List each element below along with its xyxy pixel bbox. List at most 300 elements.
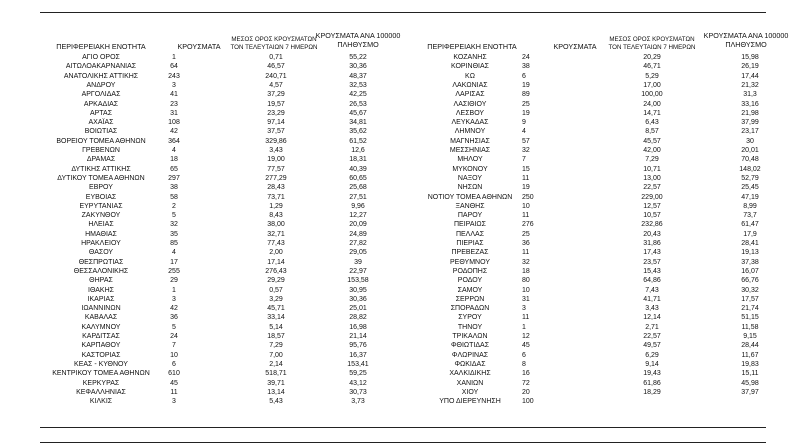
avg7-cell: 7,29 <box>645 156 659 164</box>
per100k-cell: 30,36 <box>349 63 367 71</box>
region-cell: ΗΛΕΙΑΣ <box>88 221 114 229</box>
table-row <box>402 239 802 248</box>
cases-cell: 3 <box>522 305 526 313</box>
header-cases: ΚΡΟΥΣΜΑΤΑ <box>177 42 221 51</box>
avg7-cell: 6,29 <box>645 351 659 359</box>
avg7-cell: 13,14 <box>267 388 285 396</box>
per100k-cell: 25,01 <box>349 305 367 313</box>
region-cell: ΚΑΡΔΙΤΣΑΣ <box>82 333 120 340</box>
avg7-cell: 5,29 <box>645 72 659 80</box>
table-row <box>36 360 402 369</box>
table-row <box>402 183 802 192</box>
cases-cell: 255 <box>168 267 180 275</box>
per100k-cell: 30,95 <box>349 286 367 294</box>
region-cell: ΦΩΚΙΔΑΣ <box>454 360 486 368</box>
region-cell: ΜΕΣΣΗΝΙΑΣ <box>449 147 491 154</box>
header-region: ΠΕΡΙΦΕΡΕΙΑΚΗ ΕΝΟΤΗΤΑ <box>56 42 146 51</box>
region-cell: ΧΑΝΙΩΝ <box>456 379 484 387</box>
region-cell: ΗΡΑΚΛΕΙΟΥ <box>81 240 121 247</box>
table-row <box>36 351 402 360</box>
cases-cell: 89 <box>522 91 530 99</box>
table-row <box>36 295 402 304</box>
table-row <box>402 397 802 406</box>
region-cell: ΚΩ <box>465 72 475 80</box>
header-per100k: ΚΡΟΥΣΜΑΤΑ ΑΝΑ 100000 ΠΛΗΘΥΣΜΟ <box>703 31 789 49</box>
avg7-cell: 7,00 <box>269 351 283 359</box>
cases-cell: 32 <box>522 147 530 154</box>
cases-cell: 3 <box>172 81 176 89</box>
per100k-cell: 29,05 <box>349 249 367 257</box>
region-cell: ΜΥΚΟΝΟΥ <box>452 165 488 173</box>
region-cell: ΛΑΚΩΝΙΑΣ <box>452 81 488 89</box>
region-cell: ΖΑΚΥΝΘΟΥ <box>81 212 121 220</box>
per100k-cell: 20,01 <box>741 147 759 154</box>
region-cell: ΤΡΙΚΑΛΩΝ <box>452 333 488 340</box>
per100k-cell: 40,39 <box>349 165 367 173</box>
table-row <box>36 230 402 239</box>
region-cell: ΕΥΒΟΙΑΣ <box>85 193 117 201</box>
bottom-rule <box>40 427 766 428</box>
avg7-cell: 77,57 <box>267 165 285 173</box>
region-cell: ΑΙΤΩΛΟΑΚΑΡΝΑΝΙΑΣ <box>65 63 137 71</box>
avg7-cell: 9,14 <box>645 360 659 368</box>
per100k-cell: 28,82 <box>349 314 367 322</box>
avg7-cell: 2,00 <box>269 249 283 257</box>
per100k-cell: 25,45 <box>741 184 759 192</box>
avg7-cell: 20,29 <box>643 54 661 61</box>
header-avg7: ΜΕΣΟΣ ΟΡΟΣ ΚΡΟΥΣΜΑΤΩΝ ΤΟΝ ΤΕΛΕΥΤΑΙΩΝ 7 ΗΜΕΡΩΝ <box>230 36 318 51</box>
table-row <box>402 313 802 322</box>
table-row <box>402 109 802 118</box>
avg7-cell: 97,14 <box>267 119 285 127</box>
cases-cell: 36 <box>522 240 530 247</box>
region-cell: ΑΓΙΟ ΟΡΟΣ <box>82 54 120 61</box>
region-cell: ΔΥΤΙΚΟΥ ΤΟΜΕΑ ΑΘΗΝΩΝ <box>57 174 145 182</box>
cases-cell: 24 <box>522 54 530 61</box>
table-row <box>36 174 402 183</box>
cases-cell: 19 <box>522 109 530 117</box>
region-cell: ΝΗΣΩΝ <box>457 184 483 192</box>
table-row <box>36 239 402 248</box>
cases-cell: 4 <box>172 249 176 257</box>
per100k-cell: 30,32 <box>741 286 759 294</box>
per100k-cell: 11,58 <box>741 323 759 331</box>
per100k-cell: 37,38 <box>741 258 759 266</box>
per100k-cell: 17,9 <box>743 230 757 238</box>
region-cell: ΣΥΡΟΥ <box>458 314 482 322</box>
avg7-cell: 8,57 <box>645 128 659 136</box>
avg7-cell: 39,71 <box>267 379 285 387</box>
table-row <box>36 127 402 136</box>
avg7-cell: 6,43 <box>645 119 659 127</box>
cases-cell: 15 <box>522 165 530 173</box>
table-row <box>36 202 402 211</box>
table-row <box>36 211 402 220</box>
per100k-cell: 9,15 <box>743 333 757 340</box>
cases-cell: 32 <box>522 258 530 266</box>
table-row <box>36 165 402 174</box>
region-cell: ΔΡΑΜΑΣ <box>86 156 116 164</box>
cases-cell: 42 <box>170 128 178 136</box>
per100k-cell: 3,73 <box>351 398 365 406</box>
table-row <box>402 53 802 62</box>
avg7-cell: 5,14 <box>269 323 283 331</box>
table-row <box>36 276 402 285</box>
cases-cell: 35 <box>170 230 178 238</box>
per100k-cell: 30,73 <box>349 388 367 396</box>
per100k-cell: 23,17 <box>741 128 759 136</box>
table-row <box>402 127 802 136</box>
table-row <box>402 351 802 360</box>
per100k-cell: 12,27 <box>349 212 367 220</box>
avg7-cell: 61,86 <box>643 379 661 387</box>
per100k-cell: 25,68 <box>349 184 367 192</box>
per100k-cell: 21,74 <box>741 305 759 313</box>
table-row <box>402 146 802 155</box>
per100k-cell: 55,22 <box>349 54 367 61</box>
region-cell: ΗΜΑΘΙΑΣ <box>85 230 117 238</box>
avg7-cell: 46,57 <box>267 63 285 71</box>
region-cell: ΙΩΑΝΝΙΝΩΝ <box>81 305 121 313</box>
table-row <box>402 62 802 71</box>
per100k-cell: 59,25 <box>349 370 367 378</box>
avg7-cell: 32,71 <box>267 230 285 238</box>
per100k-cell: 32,53 <box>349 81 367 89</box>
per100k-cell: 42,25 <box>349 91 367 99</box>
avg7-cell: 22,57 <box>643 184 661 192</box>
table-row <box>36 397 402 406</box>
region-cell: ΚΕΝΤΡΙΚΟΥ ΤΟΜΕΑ ΑΘΗΝΩΝ <box>52 370 150 378</box>
cases-cell: 6 <box>522 72 526 80</box>
per100k-cell: 70,48 <box>741 156 759 164</box>
per100k-cell: 16,98 <box>349 323 367 331</box>
region-cell: ΑΡΚΑΔΙΑΣ <box>83 100 119 108</box>
avg7-cell: 4,57 <box>269 81 283 89</box>
region-cell: ΝΟΤΙΟΥ ΤΟΜΕΑ ΑΘΗΝΩΝ <box>427 193 513 201</box>
cases-cell: 32 <box>170 221 178 229</box>
cases-cell: 11 <box>522 212 530 220</box>
cases-cell: 2 <box>172 202 176 210</box>
avg7-cell: 518,71 <box>265 370 287 378</box>
cases-cell: 17 <box>170 258 178 266</box>
per100k-cell: 11,67 <box>741 351 759 359</box>
cases-cell: 297 <box>168 174 180 182</box>
cases-cell: 243 <box>168 72 180 80</box>
cases-cell: 4 <box>522 128 526 136</box>
per100k-cell: 66,76 <box>741 277 759 285</box>
avg7-cell: 64,86 <box>643 277 661 285</box>
avg7-cell: 3,43 <box>645 305 659 313</box>
cases-cell: 1 <box>172 286 176 294</box>
region-cell: ΘΕΣΣΑΛΟΝΙΚΗΣ <box>73 267 129 275</box>
cases-cell: 108 <box>168 119 180 127</box>
table-row <box>36 183 402 192</box>
cases-cell: 1 <box>172 54 176 61</box>
cases-cell: 11 <box>522 249 530 257</box>
table-row <box>402 248 802 257</box>
region-cell: ΦΘΙΩΤΙΔΑΣ <box>450 342 490 350</box>
table-row <box>36 267 402 276</box>
per100k-cell: 21,98 <box>741 109 759 117</box>
cases-cell: 45 <box>522 342 530 350</box>
per100k-cell: 22,97 <box>349 267 367 275</box>
per100k-cell: 26,19 <box>741 63 759 71</box>
cases-cell: 610 <box>168 370 180 378</box>
table-row <box>36 72 402 81</box>
cases-cell: 7 <box>172 342 176 350</box>
region-cell: ΘΗΡΑΣ <box>89 277 113 285</box>
avg7-cell: 7,29 <box>269 342 283 350</box>
cases-cell: 38 <box>170 184 178 192</box>
table-row <box>402 193 802 202</box>
per100k-cell: 43,12 <box>349 379 367 387</box>
region-cell: ΙΚΑΡΙΑΣ <box>87 295 115 303</box>
table-row <box>36 90 402 99</box>
avg7-cell: 3,43 <box>269 147 283 154</box>
table-row <box>402 323 802 332</box>
top-rule <box>40 12 766 13</box>
avg7-cell: 10,71 <box>643 165 661 173</box>
cases-cell: 8 <box>522 360 526 368</box>
avg7-cell: 77,43 <box>267 240 285 247</box>
table-row <box>402 267 802 276</box>
region-cell: ΠΕΙΡΑΙΩΣ <box>454 221 486 229</box>
table-row <box>402 230 802 239</box>
per100k-cell: 45,67 <box>349 109 367 117</box>
avg7-cell: 17,14 <box>267 258 285 266</box>
cases-cell: 10 <box>170 351 178 359</box>
table-row <box>36 379 402 388</box>
region-cell: ΧΙΟΥ <box>461 388 479 396</box>
table-row <box>36 193 402 202</box>
per100k-cell: 21,14 <box>349 333 367 340</box>
avg7-cell: 73,71 <box>267 193 285 201</box>
region-cell: ΚΕΡΚΥΡΑΣ <box>82 379 120 387</box>
table-row <box>36 323 402 332</box>
cases-cell: 6 <box>172 360 176 368</box>
header-cases: ΚΡΟΥΣΜΑΤΑ <box>553 42 597 51</box>
avg7-cell: 7,43 <box>645 286 659 294</box>
cases-cell: 36 <box>170 314 178 322</box>
avg7-cell: 33,14 <box>267 314 285 322</box>
per100k-cell: 45,98 <box>741 379 759 387</box>
region-cell: ΔΥΤΙΚΗΣ ΑΤΤΙΚΗΣ <box>71 165 131 173</box>
per100k-cell: 21,32 <box>741 81 759 89</box>
avg7-cell: 41,71 <box>643 295 661 303</box>
region-cell: ΚΙΛΚΙΣ <box>89 398 113 406</box>
avg7-cell: 37,29 <box>267 91 285 99</box>
avg7-cell: 0,71 <box>269 54 283 61</box>
region-cell: ΘΕΣΠΡΩΤΙΑΣ <box>78 258 124 266</box>
per100k-cell: 18,31 <box>349 156 367 164</box>
per100k-cell: 19,13 <box>741 249 759 257</box>
table-row <box>402 220 802 229</box>
per100k-cell: 37,97 <box>741 388 759 396</box>
cases-cell: 19 <box>522 81 530 89</box>
avg7-cell: 3,29 <box>269 295 283 303</box>
table-row <box>36 313 402 322</box>
table-row <box>36 62 402 71</box>
per100k-cell: 8,99 <box>743 202 757 210</box>
cases-cell: 7 <box>522 156 526 164</box>
per100k-cell: 95,76 <box>349 342 367 350</box>
region-cell: ΠΕΛΛΑΣ <box>455 230 485 238</box>
table-row <box>36 118 402 127</box>
table-row <box>402 72 802 81</box>
per100k-cell: 153,58 <box>347 277 369 285</box>
region-cell: ΑΝΔΡΟΥ <box>86 81 116 89</box>
table-row <box>36 258 402 267</box>
avg7-cell: 45,71 <box>267 305 285 313</box>
table-row <box>36 248 402 257</box>
cases-cell: 18 <box>170 156 178 164</box>
cases-cell: 16 <box>522 370 530 378</box>
avg7-cell: 2,14 <box>269 360 283 368</box>
per100k-cell: 61,52 <box>349 137 367 145</box>
per100k-cell: 15,11 <box>741 370 759 378</box>
per100k-cell: 60,65 <box>349 174 367 182</box>
header-per100k: ΚΡΟΥΣΜΑΤΑ ΑΝΑ 100000 ΠΛΗΘΥΣΜΟ <box>315 31 401 49</box>
table-row <box>402 90 802 99</box>
table-row <box>36 53 402 62</box>
table-row <box>36 81 402 90</box>
table-row <box>36 332 402 341</box>
avg7-cell: 37,57 <box>267 128 285 136</box>
table-row <box>36 109 402 118</box>
avg7-cell: 12,14 <box>643 314 661 322</box>
cases-cell: 23 <box>170 100 178 108</box>
region-cell: ΚΕΦΑΛΛΗΝΙΑΣ <box>76 388 126 396</box>
avg7-cell: 20,43 <box>643 230 661 238</box>
region-cell: ΛΕΣΒΟΥ <box>455 109 485 117</box>
cases-cell: 3 <box>172 398 176 406</box>
avg7-cell: 13,00 <box>643 174 661 182</box>
per100k-cell: 19,83 <box>741 360 759 368</box>
avg7-cell: 276,43 <box>265 267 287 275</box>
region-cell: ΒΟΡΕΙΟΥ ΤΟΜΕΑ ΑΘΗΝΩΝ <box>56 137 146 145</box>
per100k-cell: 52,79 <box>741 174 759 182</box>
region-cell: ΣΠΟΡΑΔΩΝ <box>450 305 490 313</box>
cases-cell: 24 <box>170 333 178 340</box>
cases-cell: 72 <box>522 379 530 387</box>
per100k-cell: 153,41 <box>347 360 369 368</box>
cases-cell: 11 <box>170 388 178 396</box>
avg7-cell: 5,43 <box>269 398 283 406</box>
cases-cell: 364 <box>168 137 180 145</box>
avg7-cell: 18,29 <box>643 388 661 396</box>
table-row <box>36 100 402 109</box>
region-cell: ΥΠΟ ΔΙΕΡΕΥΝΗΣΗ <box>439 398 501 406</box>
avg7-cell: 229,00 <box>641 193 663 201</box>
avg7-cell: 23,29 <box>267 109 285 117</box>
footer-rule <box>40 442 766 443</box>
per100k-cell: 28,44 <box>741 342 759 350</box>
avg7-cell: 14,71 <box>643 109 661 117</box>
cases-cell: 100 <box>522 398 534 406</box>
region-cell: ΕΒΡΟΥ <box>89 184 113 192</box>
per100k-cell: 28,41 <box>741 240 759 247</box>
cases-cell: 80 <box>522 277 530 285</box>
table-row <box>402 81 802 90</box>
cases-cell: 5 <box>172 323 176 331</box>
cases-cell: 5 <box>172 212 176 220</box>
avg7-cell: 23,57 <box>643 258 661 266</box>
per100k-cell: 33,16 <box>741 100 759 108</box>
region-cell: ΞΑΝΘΗΣ <box>455 202 485 210</box>
region-cell: ΣΑΜΟΥ <box>457 286 483 294</box>
per100k-cell: 39 <box>354 258 362 266</box>
per100k-cell: 51,15 <box>741 314 759 322</box>
region-cell: ΡΟΔΟΠΗΣ <box>452 267 488 275</box>
cases-cell: 10 <box>522 202 530 210</box>
avg7-cell: 19,57 <box>267 100 285 108</box>
cases-cell: 58 <box>170 193 178 201</box>
region-cell: ΛΗΜΝΟΥ <box>454 128 486 136</box>
table-row <box>402 379 802 388</box>
avg7-cell: 15,43 <box>643 267 661 275</box>
region-cell: ΑΡΓΟΛΙΔΑΣ <box>81 91 121 99</box>
per100k-cell: 30,36 <box>349 295 367 303</box>
cases-cell: 38 <box>522 63 530 71</box>
avg7-cell: 17,43 <box>643 249 661 257</box>
table-row <box>402 276 802 285</box>
region-cell: ΣΕΡΡΩΝ <box>455 295 485 303</box>
region-cell: ΠΑΡΟΥ <box>457 212 483 220</box>
cases-cell: 65 <box>170 165 178 173</box>
table-row <box>402 174 802 183</box>
per100k-cell: 34,81 <box>349 119 367 127</box>
avg7-cell: 277,29 <box>265 174 287 182</box>
region-cell: ΚΑΣΤΟΡΙΑΣ <box>81 351 121 359</box>
region-cell: ΚΑΒΑΛΑΣ <box>84 314 118 322</box>
table-row <box>402 137 802 146</box>
cases-cell: 18 <box>522 267 530 275</box>
region-cell: ΕΥΡΥΤΑΝΙΑΣ <box>79 202 123 210</box>
region-cell: ΚΟΖΑΝΗΣ <box>453 54 487 61</box>
per100k-cell: 35,62 <box>349 128 367 136</box>
table-row <box>402 388 802 397</box>
avg7-cell: 100,00 <box>641 91 663 99</box>
avg7-cell: 38,00 <box>267 221 285 229</box>
region-cell: ΙΘΑΚΗΣ <box>88 286 114 294</box>
per100k-cell: 12,6 <box>351 147 365 154</box>
table-row <box>36 220 402 229</box>
region-cell: ΚΑΛΥΜΝΟΥ <box>81 323 121 331</box>
avg7-cell: 19,00 <box>267 156 285 164</box>
cases-cell: 25 <box>522 100 530 108</box>
table-row <box>36 304 402 313</box>
avg7-cell: 17,00 <box>643 81 661 89</box>
table-row <box>402 369 802 378</box>
table-row <box>402 341 802 350</box>
table-row <box>402 100 802 109</box>
avg7-cell: 46,71 <box>643 63 661 71</box>
table-row <box>402 258 802 267</box>
avg7-cell: 45,57 <box>643 137 661 145</box>
avg7-cell: 31,86 <box>643 240 661 247</box>
avg7-cell: 329,86 <box>265 137 287 145</box>
cases-cell: 276 <box>522 221 534 229</box>
region-cell: ΜΑΓΝΗΣΙΑΣ <box>450 137 490 145</box>
region-cell: ΚΑΡΠΑΘΟΥ <box>81 342 121 350</box>
per100k-cell: 16,07 <box>741 267 759 275</box>
region-cell: ΦΛΩΡΙΝΑΣ <box>451 351 489 359</box>
avg7-cell: 24,00 <box>643 100 661 108</box>
per100k-cell: 20,09 <box>349 221 367 229</box>
avg7-cell: 0,57 <box>269 286 283 294</box>
per100k-cell: 37,99 <box>741 119 759 127</box>
cases-cell: 42 <box>170 305 178 313</box>
